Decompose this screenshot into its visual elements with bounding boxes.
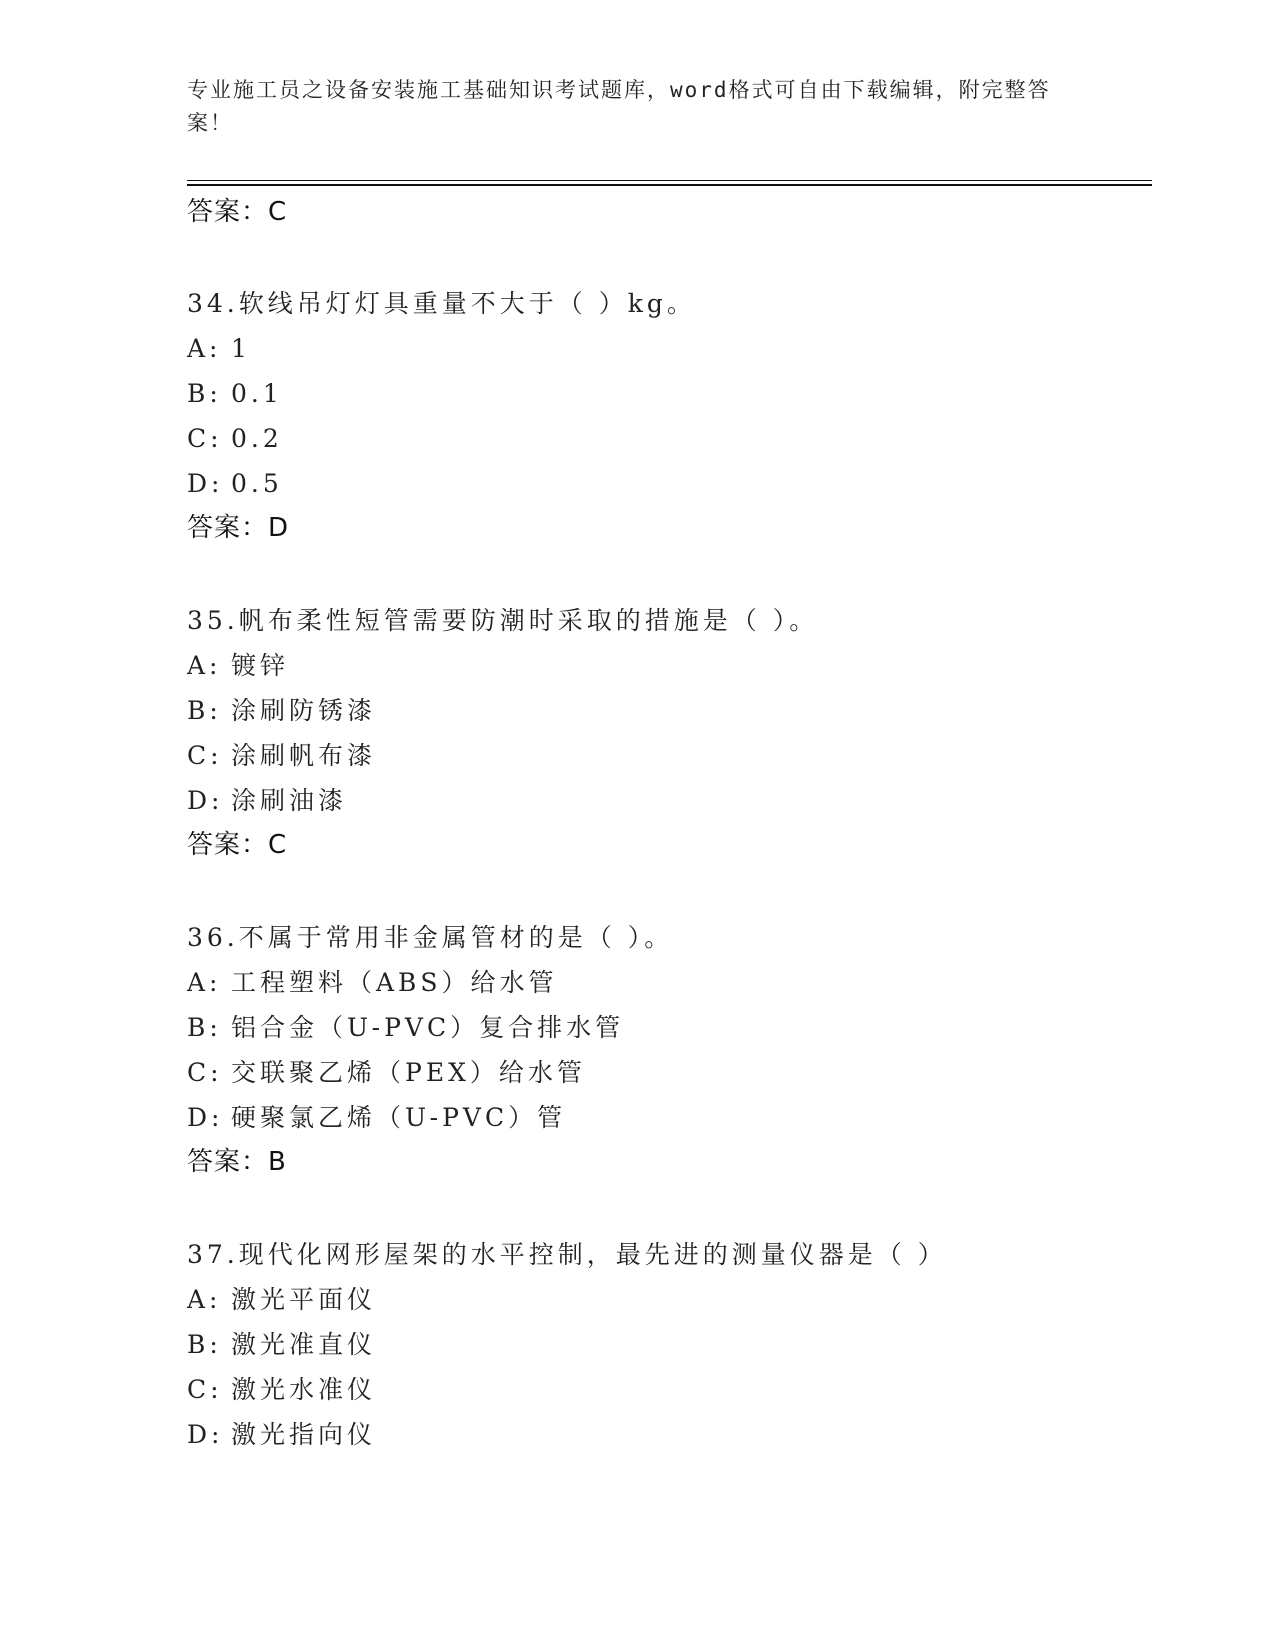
option-text: 激光水准仪 [231,1375,377,1404]
option-a [187,960,1147,1005]
answer-value: C [268,830,288,860]
question-list [187,190,1147,1457]
option-label: A: [187,651,222,680]
answer-label: 答案： [187,513,269,543]
option-c [187,1367,1147,1412]
option-text: 0.1 [231,379,283,408]
option-text: 涂刷油漆 [231,786,348,815]
option-b [187,688,1147,733]
header-divider-thick [187,184,1152,186]
option-label: A: [187,968,222,997]
option-text: 铝合金（U-PVC）复合排水管 [231,1013,625,1042]
option-label: B: [187,1013,222,1042]
option-text: 镀锌 [231,651,290,680]
option-label: C: [187,424,223,453]
question-text: 35.帆布柔性短管需要防潮时采取的措施是（ ）。 [187,606,819,635]
option-c [187,416,1147,461]
option-label: D: [187,1103,224,1132]
question-text: 36.不属于常用非金属管材的是（ ）。 [187,923,674,952]
answer-line [187,1140,1147,1185]
answer-line [187,506,1147,551]
answer-value: C [268,197,288,227]
option-text: 激光平面仪 [231,1285,377,1314]
question-block [187,281,1147,551]
option-text: 硬聚氯乙烯（U-PVC）管 [231,1103,567,1132]
option-d [187,1095,1147,1140]
answer-value: B [268,1147,287,1177]
option-text: 工程塑料（ABS）给水管 [231,968,558,997]
option-label: B: [187,1330,222,1359]
option-a [187,1277,1147,1322]
option-b [187,371,1147,416]
question-block [187,1232,1147,1457]
option-d [187,1412,1147,1457]
option-b [187,1005,1147,1050]
option-label: A: [187,1285,222,1314]
option-text: 激光准直仪 [231,1330,377,1359]
option-c [187,1050,1147,1095]
option-text: 0.2 [231,424,283,453]
answer-label: 答案： [187,197,269,227]
answer-line [187,823,1147,868]
option-label: C: [187,1375,223,1404]
option-text: 交联聚乙烯（PEX）给水管 [231,1058,586,1087]
option-d [187,778,1147,823]
answer-line [187,190,1147,235]
question-block [187,915,1147,1185]
option-c [187,733,1147,778]
option-label: D: [187,469,224,498]
option-d [187,461,1147,506]
answer-label: 答案： [187,830,269,860]
header-divider-thin [187,180,1152,181]
option-label: A: [187,334,222,363]
option-label: B: [187,696,222,725]
option-a [187,326,1147,371]
option-text: 0.5 [231,469,283,498]
option-label: D: [187,1420,224,1449]
option-text: 涂刷防锈漆 [231,696,377,725]
option-label: C: [187,741,223,770]
option-label: D: [187,786,224,815]
option-b [187,1322,1147,1367]
option-text: 1 [231,334,251,363]
option-label: B: [187,379,222,408]
option-text: 涂刷帆布漆 [231,741,377,770]
option-label: C: [187,1058,223,1087]
option-a [187,643,1147,688]
document-header: 专业施工员之设备安装施工基础知识考试题库，word格式可自由下载编辑，附完整答案！ [187,78,1051,135]
answer-label: 答案： [187,1147,269,1177]
question-block [187,598,1147,868]
option-text: 激光指向仪 [231,1420,377,1449]
question-text: 37.现代化网形屋架的水平控制，最先进的测量仪器是（ ） [187,1240,947,1269]
answer-value: D [268,513,290,543]
question-text: 34.软线吊灯灯具重量不大于（ ）kg。 [187,289,696,318]
